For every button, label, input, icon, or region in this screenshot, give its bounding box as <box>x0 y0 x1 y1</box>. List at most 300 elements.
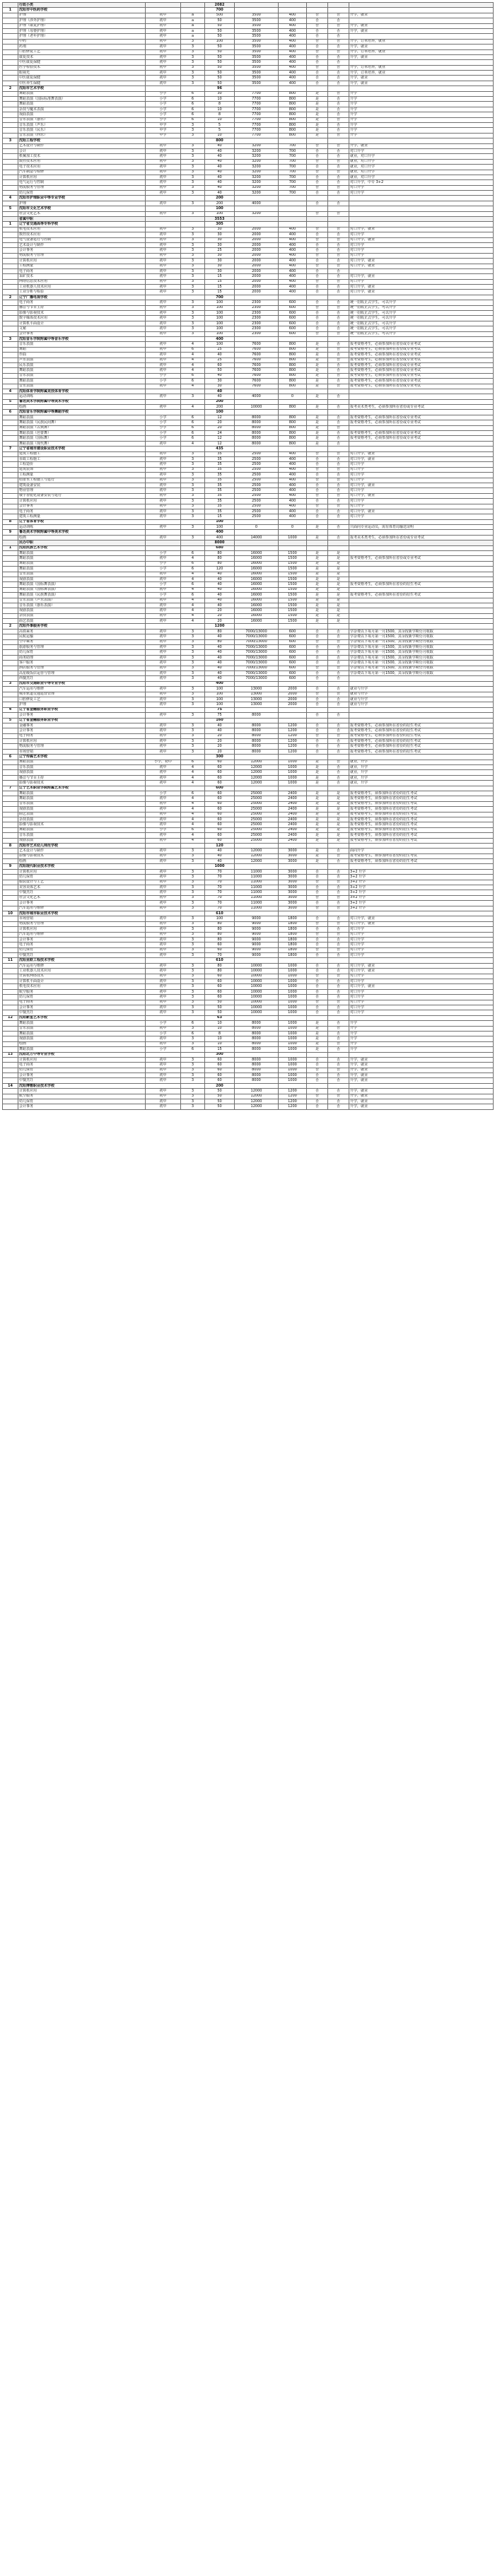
name-cell: 舞蹈表演 <box>18 91 146 96</box>
row-number-cell <box>3 259 18 264</box>
category-cell: 否 <box>328 1078 349 1083</box>
tuition-cell: 2500 <box>235 499 279 504</box>
tuition-cell: 8000 <box>235 1021 279 1026</box>
accommodation-cell: 1500 <box>279 561 307 566</box>
category-cell: 否 <box>328 39 349 44</box>
name-cell: 作曲 <box>18 353 146 358</box>
category-cell: 否 <box>328 232 349 237</box>
entry-level-cell: 初中 <box>146 838 181 843</box>
note-cell: 对口升学 <box>349 989 494 994</box>
accommodation-cell <box>279 295 307 300</box>
tuition-cell: 8000 <box>235 1057 279 1062</box>
accommodation-cell: 600 <box>279 671 307 676</box>
accommodation-cell <box>279 389 307 394</box>
tuition-cell: 2300 <box>235 311 279 316</box>
table-row <box>3 801 494 806</box>
entry-level-cell: 初中 <box>146 1057 181 1062</box>
duration-cell: 3 <box>181 264 205 268</box>
plan-count-cell: 400 <box>205 337 235 342</box>
plan-count-cell: 50 <box>205 28 235 33</box>
tuition-cell: 7600 <box>235 373 279 378</box>
special-exam-cell: 否 <box>307 639 328 644</box>
tuition-cell: 10000 <box>235 989 279 994</box>
duration-cell: 3 <box>181 937 205 942</box>
special-exam-cell: 否 <box>307 154 328 159</box>
name-cell: 沈阳市文化艺术学校 <box>18 206 146 211</box>
plan-count-cell: 40 <box>205 853 235 858</box>
name-cell: 音乐表演（民乐） <box>18 128 146 133</box>
duration-cell <box>181 447 205 451</box>
category-cell <box>328 540 349 545</box>
row-number-cell <box>3 963 18 968</box>
special-exam-cell <box>307 624 328 629</box>
tuition-cell: 7700 <box>235 91 279 96</box>
name-cell: 曲艺表演 <box>18 619 146 624</box>
table-row <box>3 279 494 284</box>
accommodation-cell: 3000 <box>279 901 307 906</box>
note-cell: 就业，对口升学 <box>349 165 494 170</box>
category-cell: 否 <box>328 687 349 692</box>
note-cell: 升学 <box>349 107 494 112</box>
category-cell <box>328 681 349 686</box>
accommodation-cell: 400 <box>279 274 307 279</box>
plan-count-cell: 35 <box>205 488 235 493</box>
plan-count-cell: 50 <box>205 1104 235 1109</box>
row-number-cell <box>3 60 18 65</box>
duration-cell: 3 <box>181 634 205 639</box>
name-cell: 幼儿保育 <box>18 1068 146 1073</box>
plan-count-cell: 8 <box>205 1031 235 1036</box>
note-cell <box>349 718 494 723</box>
category-cell: 是 <box>328 838 349 843</box>
entry-level-cell <box>146 624 181 629</box>
note-cell <box>349 567 494 572</box>
tuition-cell <box>235 519 279 524</box>
note-cell: 对口升学 <box>349 995 494 1000</box>
table-row <box>3 937 494 942</box>
duration-cell: 3 <box>181 394 205 399</box>
category-cell: 否 <box>328 1036 349 1041</box>
special-exam-cell: 否 <box>307 316 328 321</box>
duration-cell: 3 <box>181 499 205 504</box>
accommodation-cell: 1800 <box>279 921 307 926</box>
plan-count-cell: 100 <box>205 342 235 347</box>
entry-level-cell: 小学 <box>146 425 181 430</box>
entry-level-cell <box>146 8 181 13</box>
note-cell: 3+2 升学 <box>349 901 494 906</box>
accommodation-cell: 1800 <box>279 927 307 932</box>
duration-cell: 3 <box>181 1104 205 1109</box>
name-cell: 幼儿保育 <box>18 1099 146 1104</box>
special-exam-cell <box>307 196 328 201</box>
note-cell: 3+2 升学 <box>349 885 494 890</box>
row-number-cell <box>3 666 18 670</box>
tuition-cell: 3500 <box>235 13 279 18</box>
plan-count-cell: 100 <box>205 916 235 921</box>
accommodation-cell: 1000 <box>279 1026 307 1031</box>
plan-count-cell: 60 <box>205 989 235 994</box>
special-exam-cell: 是 <box>307 1041 328 1046</box>
entry-level-cell: 初中 <box>146 728 181 733</box>
table-row <box>3 645 494 650</box>
table-row <box>3 984 494 989</box>
accommodation-cell: 0 <box>279 525 307 530</box>
name-cell: 播音与节目主持 <box>18 305 146 310</box>
row-number-cell <box>3 242 18 247</box>
entry-level-cell: 初中 <box>146 869 181 874</box>
category-cell: 否 <box>328 185 349 190</box>
tuition-cell: 9000 <box>235 943 279 947</box>
duration-cell: 3 <box>181 697 205 702</box>
row-number-cell <box>3 603 18 608</box>
region-row <box>3 217 494 222</box>
plan-count-cell: 200 <box>205 196 235 201</box>
category-cell: 否 <box>328 869 349 874</box>
duration-cell: 6 <box>181 1021 205 1026</box>
row-number-cell <box>3 191 18 196</box>
special-exam-cell: 否 <box>307 81 328 85</box>
tuition-cell: 16000 <box>235 619 279 624</box>
note-cell: 升学 <box>349 97 494 102</box>
name-cell: 舞蹈表演（民族舞表演） <box>18 593 146 598</box>
plan-count-cell: 20 <box>205 425 235 430</box>
accommodation-cell: 1500 <box>279 613 307 618</box>
name-cell: 机电技术应用 <box>18 984 146 989</box>
plan-count-cell: 40 <box>205 723 235 728</box>
note-cell: 升学，订单培养，就业 <box>349 65 494 70</box>
accommodation-cell: 700 <box>279 191 307 196</box>
row-number-cell <box>3 572 18 577</box>
plan-count-cell: 100 <box>205 687 235 692</box>
duration-cell: 4 <box>181 587 205 592</box>
tuition-cell: 3200 <box>235 148 279 153</box>
note-cell: 报考资格考生，必须参加所在省份或专业考试 <box>349 379 494 384</box>
special-exam-cell: 否 <box>307 916 328 921</box>
special-exam-cell: 否 <box>307 1068 328 1073</box>
note-cell: 报考资格考生，必须参加所在省份或专业考试 <box>349 353 494 358</box>
category-cell: 是 <box>328 603 349 608</box>
row-number-cell <box>3 890 18 895</box>
duration-cell: 3 <box>181 1026 205 1031</box>
category-cell: 否 <box>328 128 349 133</box>
note-cell: 报考资格考生，须参加所在省份的招生考试 <box>349 791 494 796</box>
plan-count-cell: 300 <box>205 755 235 760</box>
tuition-cell: 3200 <box>235 180 279 185</box>
table-row <box>3 300 494 305</box>
row-number-cell <box>3 232 18 237</box>
category-cell: 否 <box>328 331 349 336</box>
accommodation-cell <box>279 222 307 227</box>
accommodation-cell <box>279 958 307 963</box>
table-row <box>3 54 494 59</box>
table-row <box>3 567 494 572</box>
duration-cell: 3 <box>181 473 205 478</box>
duration-cell: 3 <box>181 478 205 483</box>
name-cell: 声乐表演 <box>18 358 146 362</box>
table-row <box>3 692 494 697</box>
special-exam-cell: 否 <box>307 232 328 237</box>
tuition-cell: 7000/13000 <box>235 634 279 639</box>
accommodation-cell: 800 <box>279 379 307 384</box>
accommodation-cell: 1000 <box>279 984 307 989</box>
note-cell <box>349 211 494 216</box>
table-row <box>3 577 494 581</box>
tuition-cell: 8000 <box>235 749 279 754</box>
entry-level-cell: 初中 <box>146 953 181 958</box>
category-cell: 否 <box>328 671 349 676</box>
duration-cell: 3 <box>181 1041 205 1046</box>
plan-count-cell: 35 <box>205 456 235 461</box>
name-cell: 计算机应用 <box>18 927 146 932</box>
name-cell: 汽车运用与维修 <box>18 906 146 911</box>
category-cell: 否 <box>328 504 349 509</box>
plan-count-cell: 30 <box>205 91 235 96</box>
name-cell: 中医养生保健 <box>18 81 146 85</box>
tuition-cell: 7700 <box>235 133 279 138</box>
plan-count-cell: 30 <box>205 232 235 237</box>
special-exam-cell: 否 <box>307 875 328 880</box>
entry-level-cell: 初中 <box>146 833 181 838</box>
name-cell: 沈阳工程学校 <box>18 138 146 143</box>
tuition-cell: 2300 <box>235 321 279 326</box>
name-cell: 工程测量 <box>18 264 146 268</box>
special-exam-cell: 是 <box>307 561 328 566</box>
plan-count-cell: 70 <box>205 953 235 958</box>
row-number-cell <box>3 760 18 764</box>
entry-level-cell: 小学 <box>146 107 181 112</box>
name-cell: 运动训练 <box>18 394 146 399</box>
tuition-cell: 8000 <box>235 425 279 430</box>
row-number-cell <box>3 128 18 133</box>
category-cell: 否 <box>328 154 349 159</box>
school-row <box>3 958 494 963</box>
name-cell: 高星级饭店运营与管理 <box>18 671 146 676</box>
entry-level-cell: 初中 <box>146 456 181 461</box>
row-number-cell <box>3 342 18 347</box>
category-cell: 是 <box>328 791 349 796</box>
table-row <box>3 81 494 85</box>
duration-cell: 3 <box>181 728 205 733</box>
tuition-cell: 2500 <box>235 456 279 461</box>
name-cell: 影像与影视技术 <box>18 853 146 858</box>
plan-count-cell: 40 <box>205 593 235 598</box>
duration-cell <box>181 958 205 963</box>
category-cell: 否 <box>328 368 349 373</box>
plan-count-cell: 1000 <box>205 864 235 869</box>
entry-level-cell: 初中 <box>146 812 181 817</box>
tuition-cell: 2500 <box>235 493 279 498</box>
note-cell: 对口升学 <box>349 947 494 952</box>
plan-count-cell: 50 <box>205 1099 235 1104</box>
category-cell: 否 <box>328 451 349 456</box>
plan-count-cell: 10 <box>205 97 235 102</box>
tuition-cell: 3200 <box>235 170 279 175</box>
tuition-cell: 12000 <box>235 849 279 853</box>
table-row <box>3 368 494 373</box>
note-cell: 升学 <box>349 1031 494 1036</box>
accommodation-cell <box>279 1083 307 1088</box>
plan-count-cell: 15 <box>205 285 235 290</box>
special-exam-cell: 否 <box>307 953 328 958</box>
note-cell <box>349 399 494 404</box>
row-number-cell <box>3 81 18 85</box>
entry-level-cell: 初中 <box>146 937 181 942</box>
entry-level-cell: 初中 <box>146 279 181 284</box>
special-exam-cell <box>307 911 328 916</box>
special-exam-cell: 是 <box>307 1036 328 1041</box>
tuition-cell: 3500 <box>235 28 279 33</box>
duration-cell: 6 <box>181 102 205 107</box>
row-number-cell: 1 <box>3 222 18 227</box>
special-exam-cell: 是 <box>307 582 328 587</box>
note-cell: 升学，就业 <box>349 23 494 28</box>
plan-count-cell: 50 <box>205 34 235 39</box>
accommodation-cell: 800 <box>279 97 307 102</box>
row-number-cell: 1 <box>3 545 18 550</box>
duration-cell: 3 <box>181 331 205 336</box>
table-row <box>3 232 494 237</box>
name-cell: 舞蹈表演（国标舞） <box>18 436 146 441</box>
tuition-cell: 25000 <box>235 827 279 832</box>
category-cell: 否 <box>328 28 349 33</box>
duration-cell <box>181 911 205 916</box>
special-exam-cell: 否 <box>307 148 328 153</box>
table-row <box>3 191 494 196</box>
name-cell: 辽宁传媒艺术学校 <box>18 755 146 760</box>
plan-count-cell: 40 <box>205 728 235 733</box>
entry-level-cell: 初中 <box>146 253 181 258</box>
tuition-cell: 7000/13000 <box>235 671 279 676</box>
entry-level-cell <box>146 958 181 963</box>
category-cell: 否 <box>328 953 349 958</box>
duration-cell: 3 <box>181 713 205 718</box>
accommodation-cell <box>279 681 307 686</box>
category-cell: 否 <box>328 342 349 347</box>
duration-cell: 4 <box>181 812 205 817</box>
plan-count-cell: 20 <box>205 733 235 738</box>
plan-count-cell: 60 <box>205 979 235 984</box>
note-cell: 对口升学，就业 <box>349 237 494 242</box>
row-number-cell <box>3 159 18 164</box>
category-cell: 否 <box>328 379 349 384</box>
category-cell: 否 <box>328 1000 349 1005</box>
entry-level-cell <box>146 86 181 91</box>
accommodation-cell: 1200 <box>279 749 307 754</box>
entry-level-cell: 初中 <box>146 723 181 728</box>
name-cell: 计算机应用 <box>18 499 146 504</box>
entry-level-cell: 初中 <box>146 143 181 148</box>
plan-count-cell: 60 <box>205 1073 235 1078</box>
entry-level-cell: 初中 <box>146 744 181 749</box>
name-cell: 沈阳市中医药学校 <box>18 8 146 13</box>
accommodation-cell: 1800 <box>279 947 307 952</box>
note-cell: 就业与升学 <box>349 692 494 697</box>
row-number-cell <box>3 969 18 974</box>
note-cell: 升学 <box>349 1047 494 1052</box>
special-exam-cell: 否 <box>307 504 328 509</box>
note-cell <box>349 551 494 556</box>
table-row <box>3 473 494 478</box>
enrollment-plan-table <box>2 2 494 1110</box>
table-row <box>3 859 494 864</box>
entry-level-cell: 小学 <box>146 582 181 587</box>
row-number-cell <box>3 441 18 446</box>
category-cell: 是 <box>328 582 349 587</box>
special-exam-cell: 是 <box>307 107 328 112</box>
special-exam-cell: 否 <box>307 65 328 70</box>
tuition-cell: 10000 <box>235 969 279 974</box>
entry-level-cell <box>146 519 181 524</box>
plan-count-cell: 75 <box>205 707 235 712</box>
special-exam-cell: 是 <box>307 368 328 373</box>
entry-level-cell: 初中 <box>146 321 181 326</box>
row-number-cell <box>3 901 18 906</box>
plan-count-cell: 100 <box>205 300 235 305</box>
duration-cell: 3 <box>181 875 205 880</box>
table-row <box>3 180 494 185</box>
category-cell: 否 <box>328 279 349 284</box>
tuition-cell: 25000 <box>235 807 279 812</box>
row-number-cell <box>3 18 18 23</box>
special-exam-cell: 否 <box>307 76 328 81</box>
table-row <box>3 509 494 514</box>
table-row <box>3 849 494 853</box>
special-exam-cell: 否 <box>307 54 328 59</box>
table-row <box>3 572 494 577</box>
category-cell: 否 <box>328 290 349 295</box>
plan-count-cell: 610 <box>205 958 235 963</box>
category-cell <box>328 222 349 227</box>
duration-cell: 3 <box>181 1036 205 1041</box>
tuition-cell: 8000 <box>235 713 279 718</box>
row-number-cell <box>3 331 18 336</box>
tuition-cell: 2500 <box>235 509 279 514</box>
tuition-cell: 7000/13000 <box>235 650 279 655</box>
row-number-cell <box>3 661 18 666</box>
accommodation-cell: 400 <box>279 478 307 483</box>
category-cell: 否 <box>328 456 349 461</box>
table-row <box>3 979 494 984</box>
duration-cell <box>181 206 205 211</box>
row-number-cell <box>3 148 18 153</box>
special-exam-cell: 是 <box>307 384 328 389</box>
entry-level-cell: 初中 <box>146 822 181 827</box>
duration-cell: 3 <box>181 81 205 85</box>
duration-cell <box>181 399 205 404</box>
note-cell <box>349 1052 494 1057</box>
entry-level-cell: 初中 <box>146 1068 181 1073</box>
table-row <box>3 796 494 801</box>
tuition-cell <box>235 447 279 451</box>
accommodation-cell: 700 <box>279 175 307 179</box>
accommodation-cell: 800 <box>279 347 307 352</box>
name-cell: 戏剧表演 <box>18 770 146 775</box>
table-row <box>3 34 494 39</box>
name-cell: 辽宁广播电视学校 <box>18 295 146 300</box>
name-cell: 戏剧表演 <box>18 577 146 581</box>
category-cell: 是 <box>328 796 349 801</box>
special-exam-cell: 否 <box>307 264 328 268</box>
note-cell: 对口升学 <box>349 1000 494 1005</box>
plan-count-cell: 70 <box>205 901 235 906</box>
special-exam-cell <box>307 1015 328 1020</box>
accommodation-cell: 3000 <box>279 880 307 885</box>
duration-cell: 6 <box>181 415 205 420</box>
table-row <box>3 148 494 153</box>
special-exam-cell: 是 <box>307 859 328 864</box>
category-cell: 否 <box>328 1094 349 1099</box>
duration-cell <box>181 410 205 415</box>
